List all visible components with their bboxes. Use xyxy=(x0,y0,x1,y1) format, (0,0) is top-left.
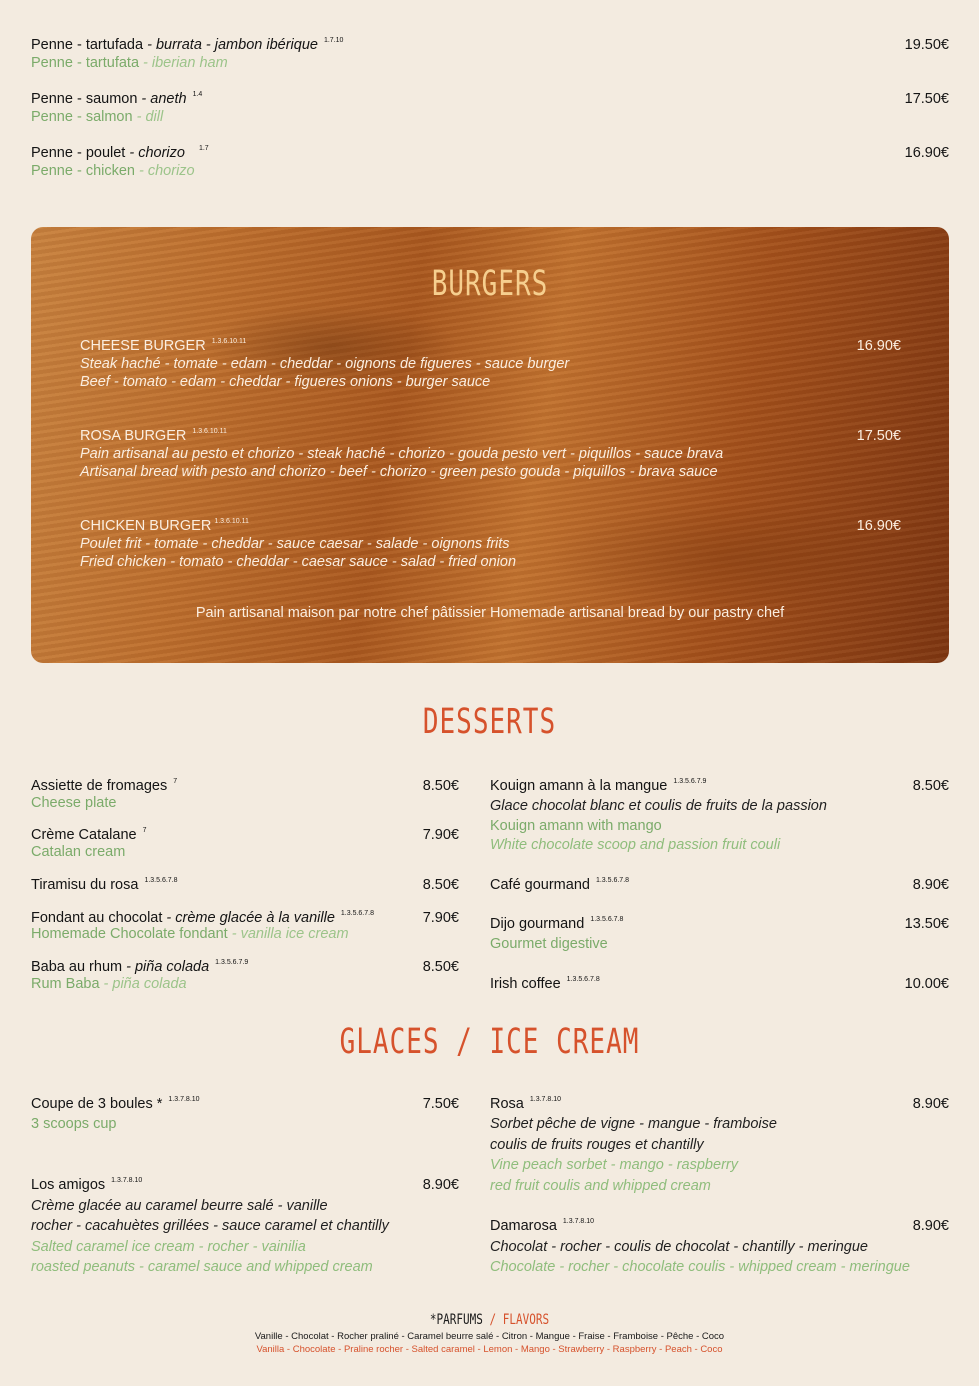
flavors-list-en: Vanilla - Chocolate - Praline rocher - Salted caramel - Lemon - Mango - Strawberry - Raspberry - Peach - Coco xyxy=(256,1344,723,1355)
burger-description-en: Fried chicken - tomato - cheddar - caesar sauce - salad - fried onion xyxy=(80,554,517,570)
menu-item-price: 8.50€ xyxy=(422,778,459,794)
menu-item-price: 8.50€ xyxy=(422,959,459,975)
menu-item-price: 8.90€ xyxy=(422,1177,459,1193)
menu-item-translation-description: White chocolate scoop and passion fruit couli xyxy=(490,837,781,853)
menu-item-price: 16.90€ xyxy=(904,145,949,161)
burger-name: ROSA BURGER $^{1.3.6.10.11}$ xyxy=(80,428,227,444)
menu-item-description: Sorbet pêche de vigne - mangue - framboise xyxy=(490,1116,777,1132)
burger-name: CHEESE BURGER $^{1.3.6.10.11}$ xyxy=(80,338,247,354)
flavors-title: *PARFUMS / FLAVORS xyxy=(429,1311,550,1328)
menu-item-description: Glace chocolat blanc et coulis de fruits de la passion xyxy=(490,798,827,814)
menu-item-translation: Penne - tartufata - iberian ham xyxy=(31,55,228,71)
menu-item-price: 7.50€ xyxy=(422,1096,459,1112)
burger-price: 17.50€ xyxy=(856,428,901,444)
menu-item-price: 8.90€ xyxy=(912,1096,949,1112)
menu-item-name: Los amigos $^{1.3.7.8.10}$ xyxy=(31,1177,143,1193)
burger-price: 16.90€ xyxy=(856,338,901,354)
menu-item-name: Dijo gourmand $^{1.3.5.6.7.8}$ xyxy=(490,916,624,932)
menu-item-translation: Penne - salmon - dill xyxy=(31,109,164,125)
burger-description-en: Beef - tomato - edam - cheddar - figueres onions - burger sauce xyxy=(80,374,491,390)
menu-item-description: Crème glacée au caramel beurre salé - vanille xyxy=(31,1198,328,1214)
menu-item-translation: Cheese plate xyxy=(31,795,117,811)
menu-item-name: Kouign amann à la mangue $^{1.3.5.6.7.9}$ xyxy=(490,778,707,794)
section-title: BURGERS xyxy=(431,263,549,305)
burgers-panel xyxy=(31,227,949,663)
menu-item-price: 7.90€ xyxy=(422,827,459,843)
menu-item-name: Tiramisu du rosa $^{1.3.5.6.7.8}$ xyxy=(31,877,178,893)
burgers-footer-note: Pain artisanal maison par notre chef pâtissier Homemade artisanal bread by our pastry chef xyxy=(195,605,785,621)
menu-item-price: 8.90€ xyxy=(912,1218,949,1234)
menu-item-price: 19.50€ xyxy=(904,37,949,53)
menu-item-name: Café gourmand $^{1.3.5.6.7.8}$ xyxy=(490,877,630,893)
burger-name: CHICKEN BURGER $^{1.3.6.10.11}$ xyxy=(80,518,249,534)
menu-item-translation: Rum Baba - piña colada xyxy=(31,976,187,992)
menu-item-name: Coupe de 3 boules * $^{1.3.7.8.10}$ xyxy=(31,1096,200,1112)
menu-item-translation-description: Vine peach sorbet - mango - raspberry xyxy=(490,1157,738,1173)
burger-description-fr: Pain artisanal au pesto et chorizo - steak haché - chorizo - gouda pesto vert - piquillos - sauce brava xyxy=(80,446,724,462)
menu-item-translation: Homemade Chocolate fondant - vanilla ice cream xyxy=(31,926,349,942)
menu-item-translation: Catalan cream xyxy=(31,844,126,860)
menu-item-name: Penne - poulet - chorizo $^{1.7}$ xyxy=(31,145,209,161)
menu-item-translation-description: red fruit coulis and whipped cream xyxy=(490,1178,711,1194)
menu-item-translation-description: Chocolate - rocher - chocolate coulis - whipped cream - meringue xyxy=(490,1259,910,1275)
menu-item-name: Penne - saumon - aneth $^{1.4}$ xyxy=(31,91,203,107)
menu-item-name: Damarosa $^{1.3.7.8.10}$ xyxy=(490,1218,595,1234)
menu-item-description: Chocolat - rocher - coulis de chocolat - chantilly - meringue xyxy=(490,1239,868,1255)
menu-item-translation: Kouign amann with mango xyxy=(490,818,662,834)
menu-item-name: Rosa $^{1.3.7.8.10}$ xyxy=(490,1096,561,1112)
menu-item-translation: Gourmet digestive xyxy=(490,936,608,952)
menu-item-price: 8.90€ xyxy=(912,877,949,893)
burger-price: 16.90€ xyxy=(856,518,901,534)
flavors-list-fr: Vanille - Chocolat - Rocher praliné - Caramel beurre salé - Citron - Mangue - Fraise - Framboise - Pêche - Coco xyxy=(254,1331,725,1342)
menu-item-name: Baba au rhum - piña colada $^{1.3.5.6.7.9}$ xyxy=(31,959,249,975)
menu-item-translation-description: roasted peanuts - caramel sauce and whipped cream xyxy=(31,1259,373,1275)
burger-description-fr: Steak haché - tomate - edam - cheddar - oignons de figueres - sauce burger xyxy=(80,356,570,372)
menu-item-translation: Penne - chicken - chorizo xyxy=(31,163,195,179)
menu-item-description: coulis de fruits rouges et chantilly xyxy=(490,1137,704,1153)
burger-description-fr: Poulet frit - tomate - cheddar - sauce caesar - salade - oignons frits xyxy=(80,536,510,552)
section-title: GLACES / ICE CREAM xyxy=(339,1021,640,1063)
menu-item-name: Fondant au chocolat - crème glacée à la vanille $^{1.3.5.6.7.8}$ xyxy=(31,910,374,926)
menu-item-price: 8.50€ xyxy=(422,877,459,893)
section-title: DESSERTS xyxy=(422,701,557,743)
menu-item-name: Crème Catalane $^7$ xyxy=(31,827,147,843)
menu-item-translation: 3 scoops cup xyxy=(31,1116,117,1132)
menu-item-price: 7.90€ xyxy=(422,910,459,926)
menu-item-price: 8.50€ xyxy=(912,778,949,794)
menu-item-name: Penne - tartufada - burrata - jambon ibérique $^{1.7.10}$ xyxy=(31,37,344,53)
menu-item-translation-description: Salted caramel ice cream - rocher - vainilia xyxy=(31,1239,306,1255)
burger-description-en: Artisanal bread with pesto and chorizo - beef - chorizo - green pesto gouda - piquillos - brava sauce xyxy=(80,464,718,480)
menu-item-description: rocher - cacahuètes grillées - sauce caramel et chantilly xyxy=(31,1218,389,1234)
menu-item-name: Irish coffee $^{1.3.5.6.7.8}$ xyxy=(490,976,600,992)
menu-item-price: 13.50€ xyxy=(904,916,949,932)
menu-item-name: Assiette de fromages $^7$ xyxy=(31,778,178,794)
menu-item-price: 10.00€ xyxy=(904,976,949,992)
menu-item-price: 17.50€ xyxy=(904,91,949,107)
